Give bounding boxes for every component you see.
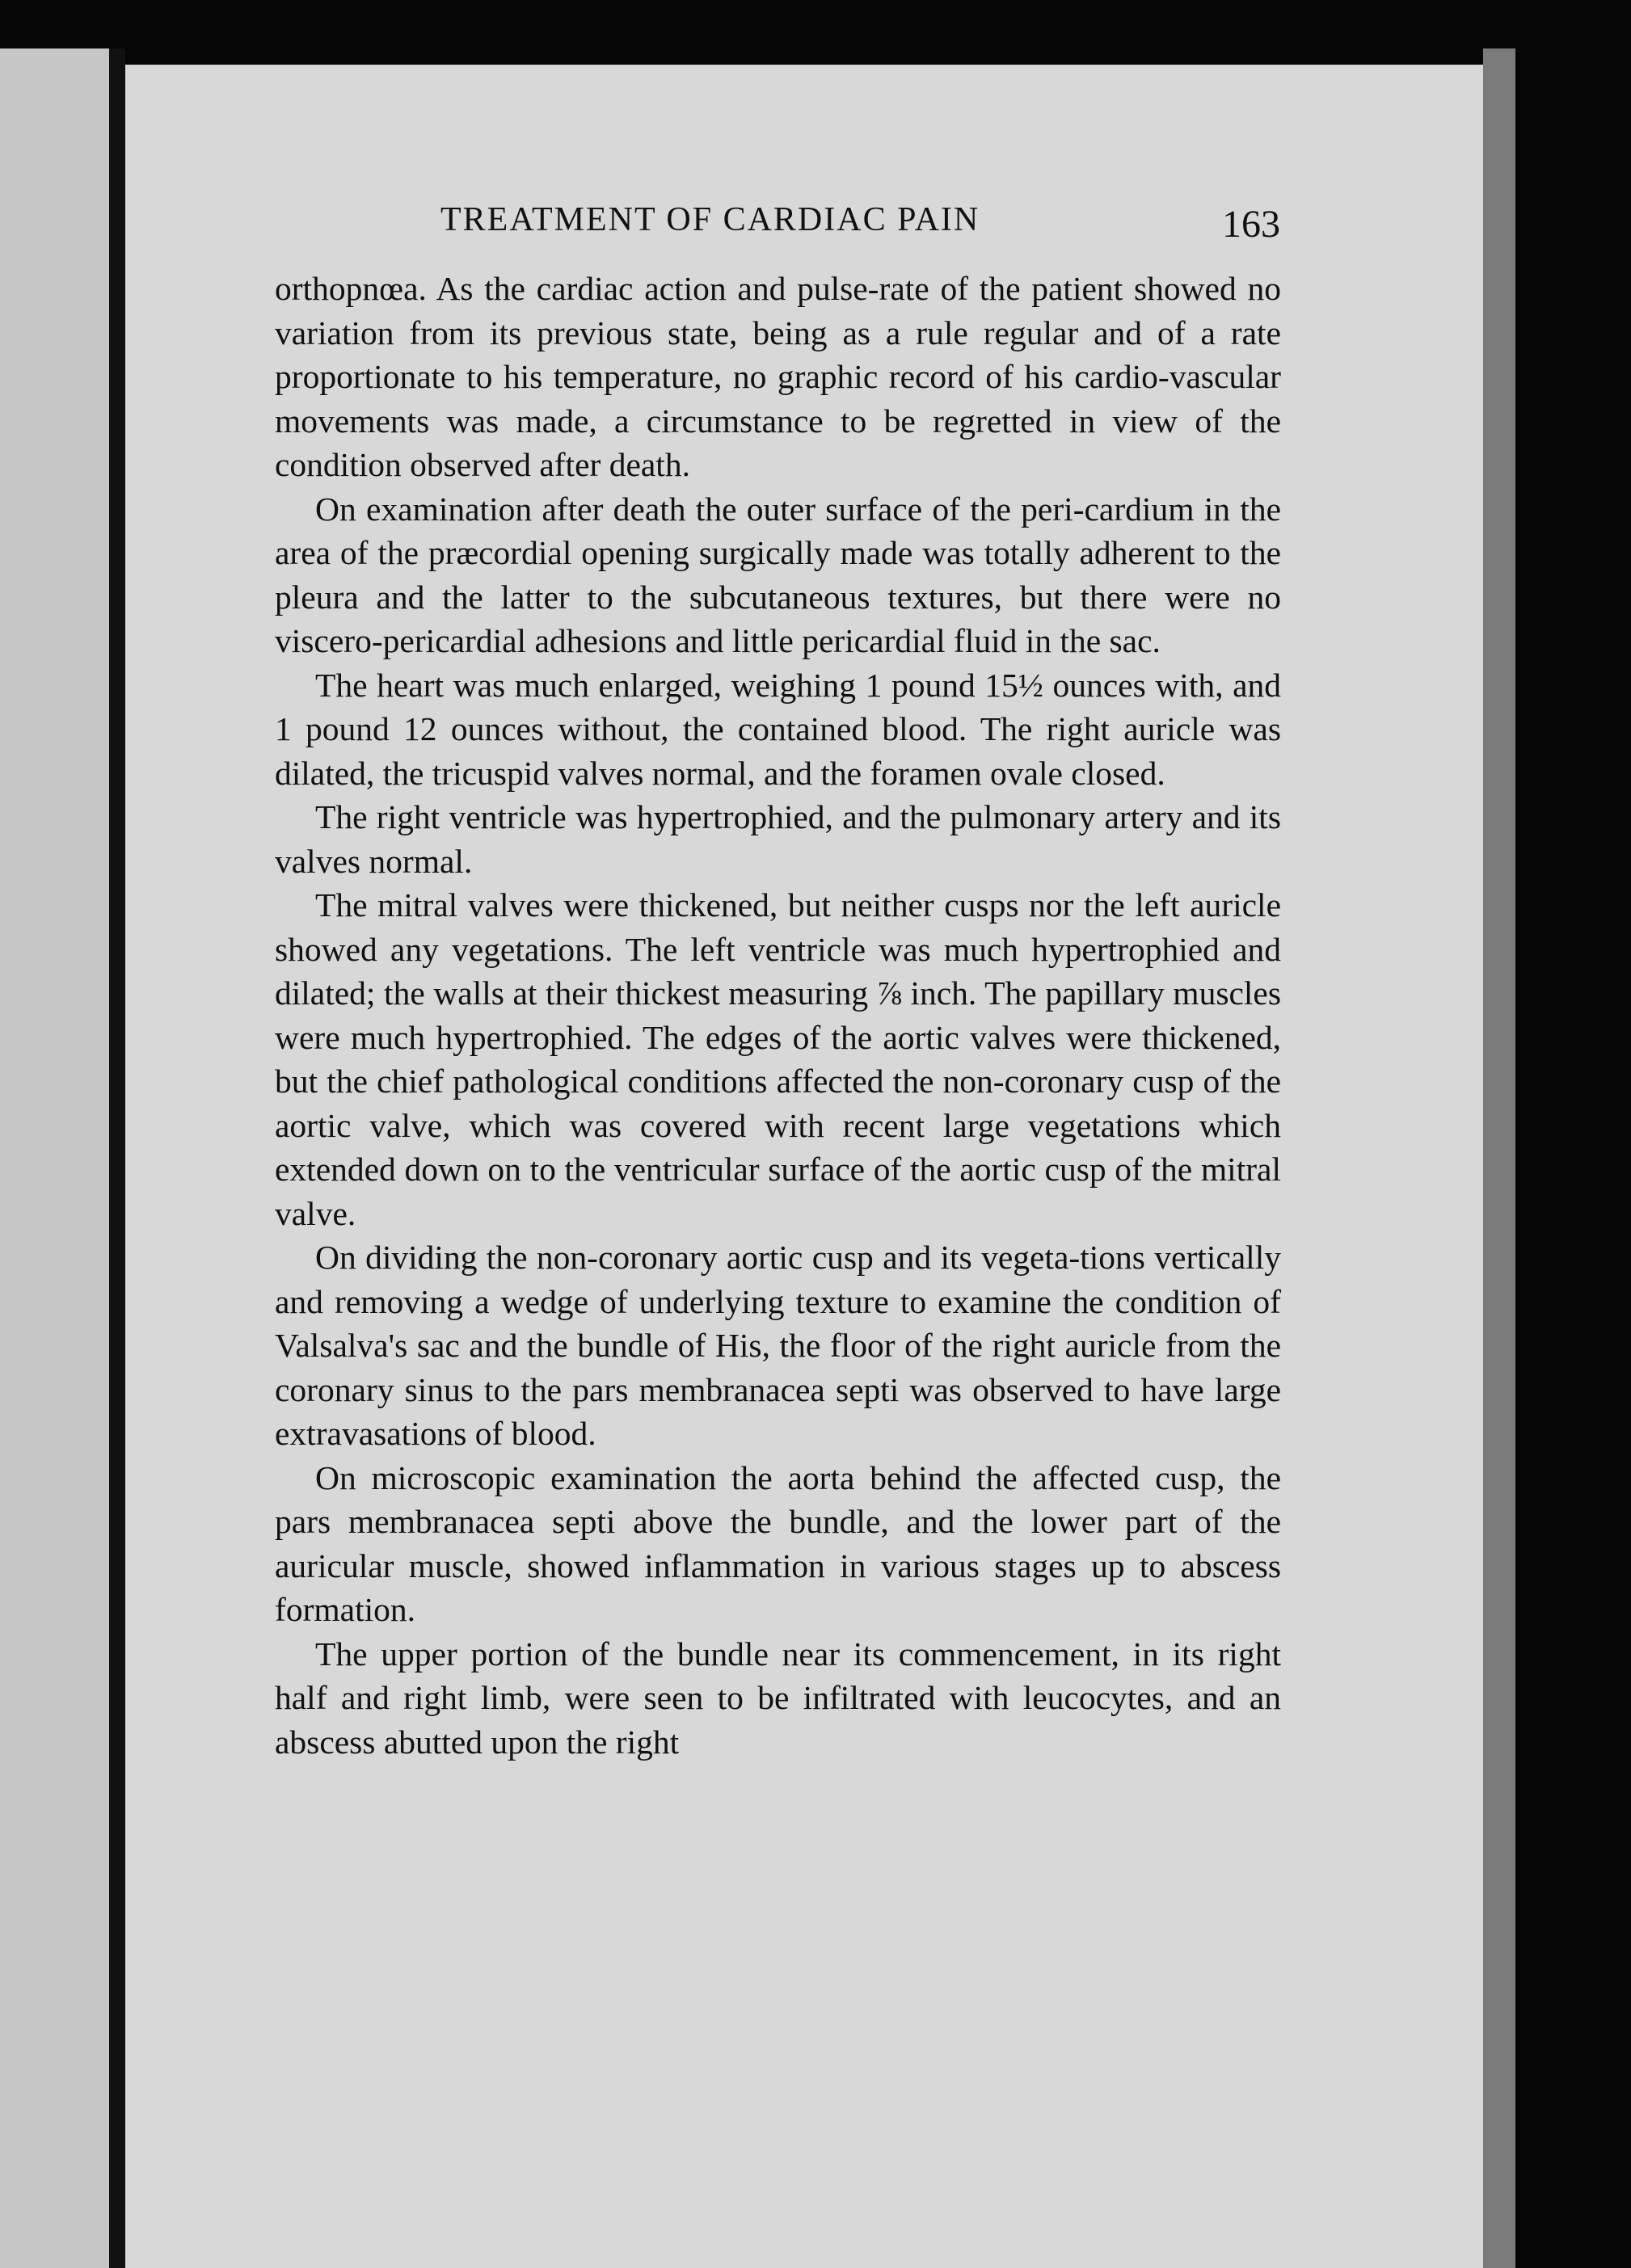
page-number: 163 — [1222, 203, 1280, 246]
body-text — [275, 267, 1281, 1764]
running-header: TREATMENT OF CARDIAC PAIN — [440, 201, 980, 238]
facing-page-edge — [0, 48, 109, 2268]
paragraph: On examination after death the outer surface of the peri-cardium in the area of the præcordial opening surgically made was totally adherent to the pleura and the latter to the subcutaneous textures, but there were no viscero-pericardial adhesions and little pericardial fluid in the sac. — [275, 490, 1281, 659]
paragraph: The mitral valves were thickened, but neither cusps nor the left auricle showed any vegetations. The left ventricle was much hypertrophied and dilated; the walls at their thickest measuring ⅞ inch. The papillary muscles were much hypertrophied. The edges of the aortic valves were thickened, but the chief pathological conditions affected the non-coronary cusp of the aortic valve, which was covered with recent large vegetations which extended down on to the ventricular surface of the aortic cusp of the mitral valve. — [275, 886, 1281, 1232]
paragraph: The heart was much enlarged, weighing 1 pound 15½ ounces with, and 1 pound 12 ounces without, the contained blood. The right auricle was dilated, the tricuspid valves normal, and the foramen ovale closed. — [275, 666, 1281, 792]
paragraph: On dividing the non-coronary aortic cusp and its vegeta-tions vertically and removing a wedge of underlying texture to examine the condition of Valsalva's sac and the bundle of His, the floor of the right auricle from the coronary sinus to the pars membranacea septi was observed to have large extravasations of blood. — [275, 1239, 1281, 1452]
paragraph: The upper portion of the bundle near its commencement, in its right half and right limb, were seen to be infiltrated with leucocytes, and an abscess abutted upon the right — [275, 1635, 1281, 1761]
page-gutter — [109, 48, 125, 2268]
paragraph: On microscopic examination the aorta behind the affected cusp, the pars membranacea septi above the bundle, and the lower part of the auricular muscle, showed inflammation in various stages up to abscess formation. — [275, 1458, 1281, 1628]
page-right-edge — [1483, 48, 1515, 2268]
paragraph: The right ventricle was hypertrophied, and the pulmonary artery and its valves normal. — [275, 798, 1281, 880]
paragraph: orthopnœa. As the cardiac action and pulse-rate of the patient showed no variation from its previous state, being as a rule regular and of a rate proportionate to his temperature, no graphic record of his cardio-vascular movements was made, a circumstance to be regretted in view of the condition observed after death. — [275, 270, 1281, 483]
